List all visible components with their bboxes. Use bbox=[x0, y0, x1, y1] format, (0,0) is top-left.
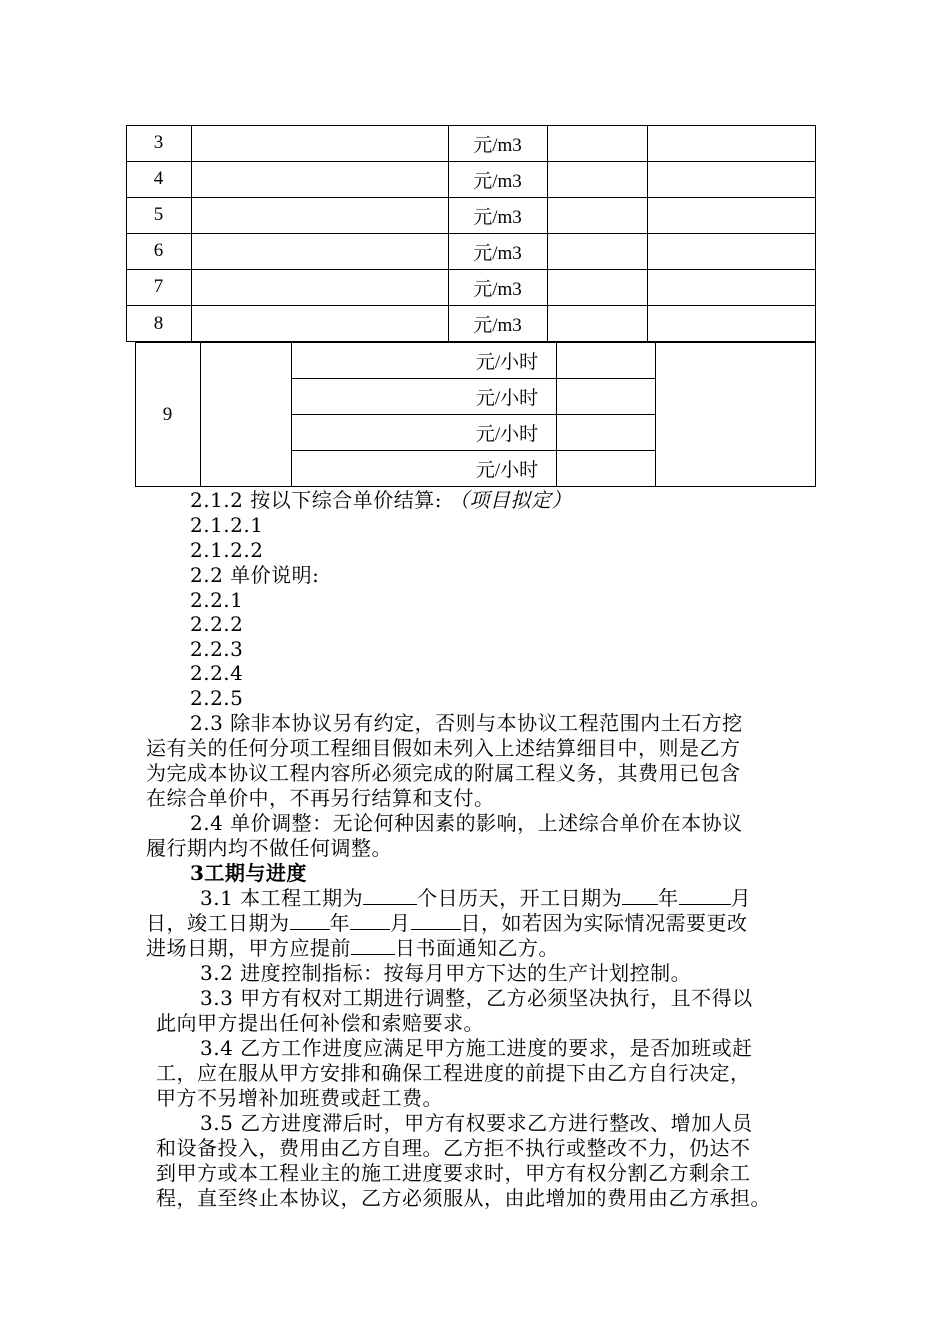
clause-text: 日，如若因为实际情况需要更改 bbox=[460, 911, 748, 935]
clause-3-4-line: 甲方不另增补加班费或赶工费。 bbox=[156, 1086, 443, 1110]
clause-2-1-2-2: 2.1.2.2 bbox=[190, 538, 264, 562]
fill-blank bbox=[350, 911, 390, 930]
unit-cell: 元/小时 bbox=[475, 387, 539, 409]
unit-cell: 元/m3 bbox=[473, 206, 522, 228]
fill-blank bbox=[679, 886, 731, 905]
clause-2-1-2 bbox=[190, 488, 572, 513]
clause-2-3-line: 在综合单价中，不再另行结算和支付。 bbox=[146, 786, 495, 810]
row-number: 5 bbox=[153, 204, 164, 225]
clause-3-1-line bbox=[200, 886, 751, 911]
clause-3-5-line: 3.5 乙方进度滞后时，甲方有权要求乙方进行整改、增加人员 bbox=[200, 1111, 753, 1135]
unit-cell: 元/m3 bbox=[473, 170, 522, 192]
clause-3-1-line bbox=[146, 936, 559, 961]
clause-3-5-line: 程，直至终止本协议，乙方必须服从，由此增加的费用由乙方承担。 bbox=[156, 1186, 771, 1210]
col-divider bbox=[655, 342, 656, 487]
unit-cell: 元/m3 bbox=[473, 278, 522, 300]
clause-text: 3.1 本工程工期为 bbox=[200, 886, 364, 910]
clause-3-3-line: 此向甲方提出任何补偿和索赔要求。 bbox=[156, 1011, 484, 1035]
clause-text: 个日历天，开工日期为 bbox=[417, 886, 623, 910]
fill-blank bbox=[290, 911, 330, 930]
row-number: 9 bbox=[162, 403, 173, 425]
section-heading-3: 3工期与进度 bbox=[190, 861, 307, 885]
clause-text: 月 bbox=[390, 911, 411, 935]
unit-cell: 元/小时 bbox=[475, 423, 539, 445]
clause-2-2-2: 2.2.2 bbox=[190, 612, 244, 636]
clause-2-2-3: 2.2.3 bbox=[190, 637, 244, 661]
clause-3-4-line: 工，应在服从甲方安排和确保工程进度的前提下由乙方自行决定， bbox=[156, 1061, 751, 1085]
clause-2-4-line: 2.4 单价调整：无论何种因素的影响，上述综合单价在本协议 bbox=[190, 811, 743, 835]
clause-text: 年 bbox=[658, 886, 679, 910]
clause-2-3-line: 为完成本协议工程内容所必须完成的附属工程义务，其费用已包含 bbox=[146, 761, 741, 785]
row-number: 8 bbox=[153, 312, 164, 334]
clause-3-2: 3.2 进度控制指标：按每月甲方下达的生产计划控制。 bbox=[200, 961, 692, 985]
clause-2-2: 2.2 单价说明: bbox=[190, 563, 320, 587]
row-number: 4 bbox=[153, 168, 164, 189]
clause-note: （项目拟定） bbox=[448, 488, 572, 512]
clause-2-3-line: 2.3 除非本协议另有约定，否则与本协议工程范围内土石方挖 bbox=[190, 711, 743, 735]
unit-cell: 元/小时 bbox=[475, 460, 539, 481]
clause-text: 日书面通知乙方。 bbox=[395, 936, 559, 960]
unit-cell: 元/m3 bbox=[473, 315, 522, 336]
unit-cell: 元/m3 bbox=[473, 134, 522, 156]
unit-cell: 元/m3 bbox=[473, 242, 522, 264]
clause-2-2-1: 2.2.1 bbox=[190, 588, 244, 612]
clause-text: 日，竣工日期为 bbox=[146, 911, 290, 935]
clause-3-5-line: 和设备投入，费用由乙方自理。乙方拒不执行或整改不力，仍达不 bbox=[156, 1136, 751, 1160]
clause-text: 年 bbox=[329, 911, 350, 935]
clause-text: 进场日期，甲方应提前 bbox=[146, 936, 351, 960]
clause-text: 2.1.2 按以下综合单价结算: bbox=[190, 488, 442, 512]
clause-2-1-2-1: 2.1.2.1 bbox=[190, 513, 264, 537]
clause-3-1-line bbox=[146, 911, 748, 936]
clause-2-3-line: 运有关的任何分项工程细目假如未列入上述结算细目中，则是乙方 bbox=[146, 736, 741, 760]
clause-3-4-line: 3.4 乙方工作进度应满足甲方施工进度的要求，是否加班或赶 bbox=[200, 1036, 753, 1060]
fill-blank bbox=[351, 936, 395, 955]
fill-blank bbox=[622, 886, 658, 905]
clause-2-2-4: 2.2.4 bbox=[190, 661, 244, 685]
row-number: 3 bbox=[153, 132, 164, 153]
fill-blank bbox=[363, 886, 417, 905]
col-divider bbox=[200, 342, 201, 487]
clause-3-5-line: 到甲方或本工程业主的施工进度要求时，甲方有权分割乙方剩余工 bbox=[156, 1161, 751, 1185]
clause-text: 月 bbox=[730, 886, 752, 910]
row-number: 7 bbox=[153, 276, 164, 297]
unit-cell: 元/小时 bbox=[475, 351, 539, 373]
clause-3-3-line: 3.3 甲方有权对工期进行调整，乙方必须坚决执行，且不得以 bbox=[200, 986, 753, 1010]
clause-2-2-5: 2.2.5 bbox=[190, 686, 244, 710]
fill-blank bbox=[411, 911, 461, 930]
row-number: 6 bbox=[153, 240, 164, 261]
clause-2-4-line: 履行期内均不做任何调整。 bbox=[146, 836, 392, 860]
